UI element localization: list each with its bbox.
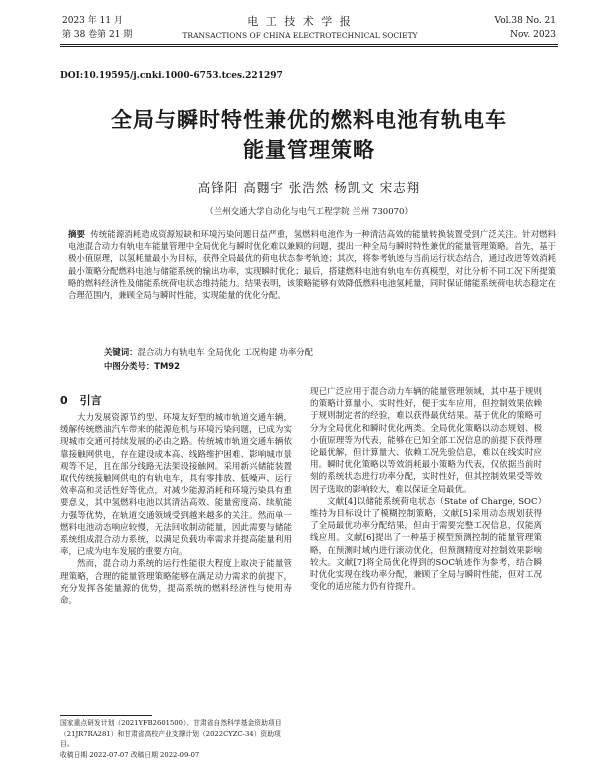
section-title: 引言 xyxy=(79,394,102,407)
footnote xyxy=(60,718,292,760)
header-journal-cn: 电 工 技 术 学 报 xyxy=(247,15,353,28)
authors: 高锋阳 高翾宇 张浩然 杨凯文 宋志翔 xyxy=(197,180,421,195)
abstract-label: 摘要 xyxy=(68,229,85,239)
title-line-2: 能量管理策略 xyxy=(243,138,375,162)
section-number: 0 xyxy=(60,394,68,407)
keywords-text: 混合动力有轨电车 全局优化 工况构建 功率分配 xyxy=(137,347,313,357)
header-vol-no: Vol.38 No. 21 xyxy=(494,16,556,26)
section-heading xyxy=(60,392,114,408)
clc-label: 中图分类号： xyxy=(104,361,155,371)
keywords xyxy=(104,346,313,358)
left-column xyxy=(60,412,292,710)
right-paragraph: 现已广泛应用于混合动力车辆的能量管理领域，其中基于规则的策略计算量小、实时性好，便于实车应用，但控制效果依赖于规则制定者的经验，难以获得最优结果。基于优化的策略可分为全局优化和瞬时优化两类。全局优化策略以动态规划、极小值原理等为代表，能够在已知全部工况信息的前提下获得理论最优解，但计算量大、依赖工况先验信息，难以在线实时应用。瞬时优化策略以等效消耗最小策略为代表，仅依据当前时刻的系统状态进行功率分配，实时性好，但其控制效果受等效因子选取的影响较大，难以保证全局最优。 xyxy=(310,387,542,495)
header-month-year-en: Nov. 2023 xyxy=(510,30,556,40)
footnote-rule xyxy=(60,715,152,716)
header-year-month: 2023 年 11 月 xyxy=(62,16,123,26)
left-paragraph: 大力发展资源节约型、环境友好型的城市轨道交通车辆，缓解传统燃油汽车带来的能源危机与环境污染问题，已成为实现城市交通可持续发展的必由之路。传统城市轨道交通车辆依靠接触网供电，存在建设成本高、线路维护困难、影响城市景观等不足，且在部分线路无法架设接触网。采用新兴储能装置取代传统接触网供电的有轨电车，具有零排放、低噪声、运行效率高和灵活性好等优点，对减少能源消耗和环境污染具有重要意义，其中氢燃料电池以其清洁高效、能量密度高、续航能力强等优势，在轨道交通领域受到越来越多的关注。然而单一燃料电池动态响应较慢，无法回收制动能量，因此需要与储能系统组成混合动力系统，以满足负载功率需求并提高能量利用率，已成为电车发展的重要方向。 xyxy=(60,413,292,558)
affiliation: （兰州交通大学自动化与电气工程学院 兰州 730070） xyxy=(205,207,413,217)
left-paragraph: 然而，混合动力系统的运行性能很大程度上取决于能量管理策略，合理的能量管理策略能够在满足动力需求的前提下，充分发挥各能量源的优势，提高系统的燃料经济性与使用寿命。 xyxy=(60,559,292,607)
clc-number xyxy=(104,360,180,372)
footnote-fund: 国家重点研发计划（2021YFB2601500）、甘肃省自然科学基金资助项目（21JR7RA281）和甘肃省高校产业支撑计划（2022CYZC-34）资助项目。 xyxy=(60,719,282,748)
header-rule-top xyxy=(60,44,558,45)
header-journal-en: TRANSACTIONS OF CHINA ELECTROTECHNICAL SOCIETY xyxy=(182,31,418,40)
title-line-1: 全局与瞬时特性兼优的燃料电池有轨电车 xyxy=(111,108,507,132)
header-rule-bottom xyxy=(60,46,558,47)
clc-text: TM92 xyxy=(154,361,180,371)
abstract-text: 传统能源消耗造成资源短缺和环境污染问题日益严重，氢燃料电池作为一种清洁高效的能量转换装置受到广泛关注。针对燃料电池混合动力有轨电车能量管理中全局优化与瞬时优化难以兼顾的问题，提出一种全局与瞬时特性兼优的能量管理策略。首先，基于极小值原理，以氢耗量最小为目标，获得全局最优的荷电状态参考轨迹；其次，将参考轨迹与当前运行状态结合，通过改进等效消耗最小策略分配燃料电池与储能系统的输出功率，实现瞬时优化；最后，搭建燃料电池有轨电车仿真模型，对比分析不同工况下所提策略的燃料经济性及储能系统荷电状态维持能力。结果表明，该策略能够有效降低燃料电池氢耗量，同时保证储能系统荷电状态稳定在合理范围内，兼顾全局与瞬时性能，实现能量的优化分配。 xyxy=(68,229,556,301)
doi: DOI:10.19595/j.cnki.1000-6753.tces.221297 xyxy=(60,71,283,81)
right-paragraph: 文献[4]以储能系统荷电状态（State of Charge, SOC）维持为目标设计了模糊控制策略，文献[5]采用动态规划获得了全局最优功率分配结果，但由于需要完整工况信息，仅能离线应用。文献[6]提出了一种基于模型预测控制的能量管理策略，在预测时域内进行滚动优化，但预测精度对控制效果影响较大。文献[7]将全局优化得到的SOC轨迹作为参考，结合瞬时优化实现在线功率分配，兼顾了全局与瞬时性能，但对工况变化的适应能力仍有待提升。 xyxy=(310,496,542,593)
footnote-received: 收稿日期 2022-07-07 改稿日期 2022-09-07 xyxy=(60,750,200,759)
header-vol-issue-cn: 第 38 卷第 21 期 xyxy=(62,30,133,40)
right-column xyxy=(310,386,542,764)
keywords-label: 关键词： xyxy=(104,347,138,357)
abstract xyxy=(68,228,556,344)
